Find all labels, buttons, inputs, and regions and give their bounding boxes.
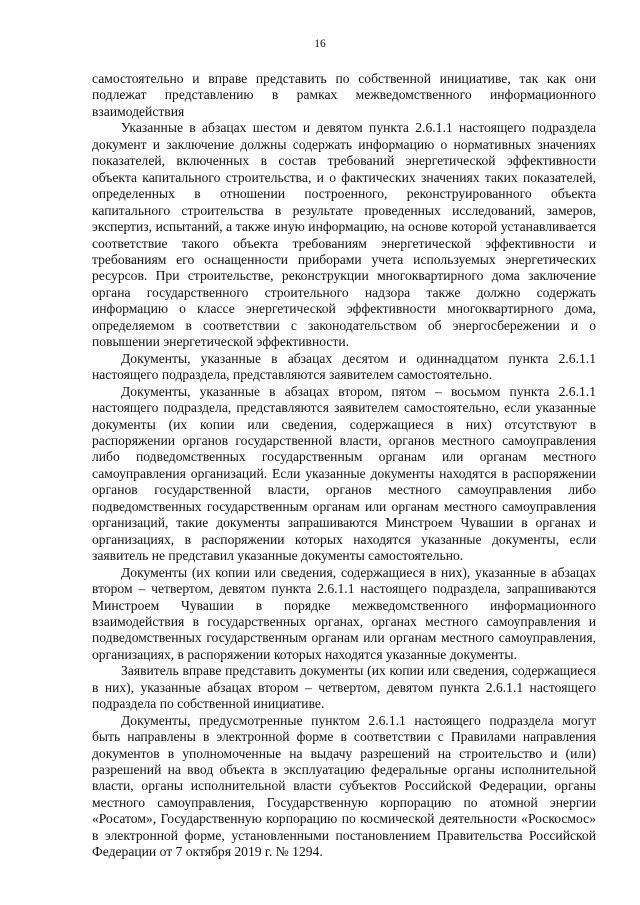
document-body xyxy=(92,71,596,861)
paragraph-applicant-initiative: Заявитель вправе представить документы (их копии или сведения, содержащиеся в них), указанные абзацах втором – четвертом, девятом пункта 2.6.1.1 настоящего подраздела по собственной инициативе. xyxy=(92,663,596,712)
paragraph-continuation: самостоятельно и вправе представить по собственной инициативе, так как они подлежат представлению в рамках межведомственного информационного взаимодействия xyxy=(92,71,596,119)
paragraph-interagency-request: Документы (их копии или сведения, содержащиеся в них), указанные в абзацах втором – четвертом, девятом пункта 2.6.1.1 настоящего подраздела, запрашиваются Минстроем Чувашии в порядке межведомственного информационного взаимодействия в государственных органах, органах местного самоуправления и подведомственных государственным органам или органам местного самоуправления, организациях, в распоряжении которых находятся указанные документы. xyxy=(92,564,596,662)
paragraph-conditional-submission: Документы, указанные в абзацах втором, пятом – восьмом пункта 2.6.1.1 настоящего подраздела, представляются заявителем самостоятельно, если указанные документы (их копии или сведения, содержащиеся в них) отсутствуют в распоряжении органов государственной власти, органов местного самоуправления либо подведомственных государственным органам или органам местного самоуправления организаций. Если указанные документы находятся в распоряжении органов государственной власти, органов местного самоуправления либо подведомственных государственным органам или органам местного самоуправления организаций, такие документы запрашиваются Минстроем Чувашии в органах и организациях, в распоряжении которых находятся указанные документы, если заявитель не представил указанные документы самостоятельно. xyxy=(92,383,596,564)
page-number: 16 xyxy=(314,38,326,50)
paragraph-energy-efficiency: Указанные в абзацах шестом и девятом пункта 2.6.1.1 настоящего подраздела документ и заключение должны содержать информацию о нормативных значениях показателей, включенных в состав требований энергетической эффективности объекта капитального строительства, и о фактических значениях таких показателей, определенных в отношении построенного, реконструированного объекта капитального строительства в результате проведенных исследований, замеров, экспертиз, испытаний, а также иную информацию, на основе которой устанавливается соответствие такого объекта требованиям энергетической эффективности и требованиям его оснащенности приборами учета используемых энергетических ресурсов. При строительстве, реконструкции многоквартирного дома заключение органа государственного строительного надзора также должно содержать информацию о классе энергетической эффективности многоквартирного дома, определяемом в соответствии с законодательством об энергосбережении и о повышении энергетической эффективности. xyxy=(92,120,596,350)
paragraph-electronic-submission: Документы, предусмотренные пунктом 2.6.1.1 настоящего подраздела могут быть направлены в электронной форме в соответствии с Правилами направления документов в уполномоченные на выдачу разрешений на строительство и (или) разрешений на ввод объекта в эксплуатацию федеральные органы исполнительной власти, органы исполнительной власти субъектов Российской Федерации, органы местного самоуправления, Государственную корпорацию по атомной энергии «Росатом», Государственную корпорацию по космической деятельности «Роскосмос» в электронной форме, установленными постановлением Правительства Российской Федерации от 7 октября 2019 г. № 1294. xyxy=(92,712,596,860)
paragraph-self-submitted-docs: Документы, указанные в абзацах десятом и одиннадцатом пункта 2.6.1.1 настоящего подраздела, представляются заявителем самостоятельно. xyxy=(92,350,596,383)
